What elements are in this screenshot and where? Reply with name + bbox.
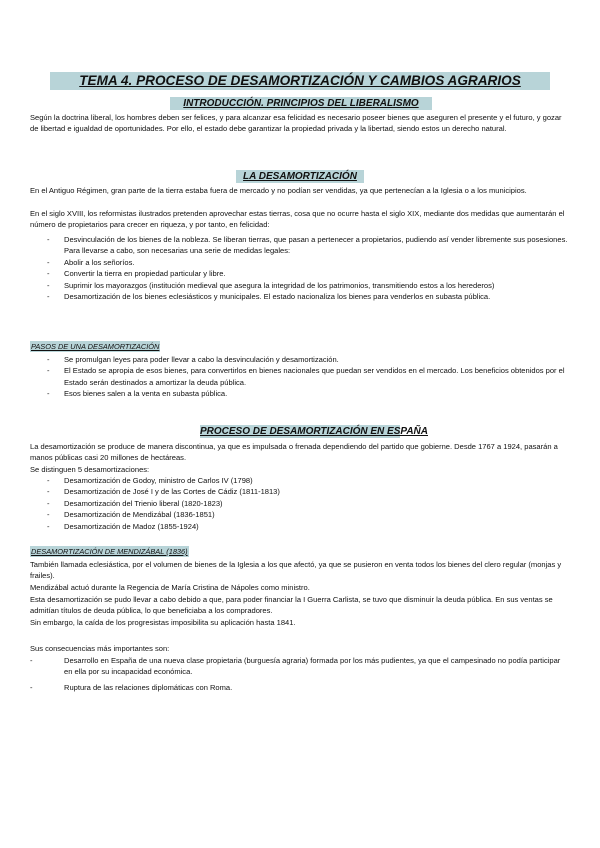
list-item: - Desamortización de Godoy, ministro de Carlos IV (1798) [30, 475, 575, 486]
heading-proceso-espana: PROCESO DE DESAMORTIZACIÓN EN ESPAÑA [200, 426, 428, 437]
mendizabal-paragraph-2: Mendizábal actuó durante la Regencia de María Cristina de Nápoles como ministro. [30, 583, 310, 592]
mendizabal-paragraph-4: Sin embargo, la caída de los progresistas imposibilita su aplicación hasta 1841. [30, 618, 296, 627]
mendizabal-paragraph-1: También llamada eclesiástica, por el volumen de bienes de la Iglesia a los que afectó, ya que se pusieron en venta todos los bienes del clero regular (monjas y frailes). [30, 560, 562, 581]
consequence-text-1: Desarrollo en España de una nueva clase propietaria (burguesía agraria) formada por los más pudientes, ya que el campesinado no podía participar en ella por su incapacidad económica. [64, 656, 561, 677]
heading-introduccion: INTRODUCCIÓN. PRINCIPIOS DEL LIBERALISMO [170, 97, 432, 110]
consequence-text-2: Ruptura de las relaciones diplomáticas con Roma. [64, 683, 233, 692]
desamortizacion-paragraph-1: En el Antiguo Régimen, gran parte de la tierra estaba fuera de mercado y no podían ser vendidas, ya que pertenecían a la Iglesia o a los municipios. [30, 186, 527, 195]
intro-paragraph: Según la doctrina liberal, los hombres deben ser felices, y para alcanzar esa felicidad es necesario poseer bienes que aseguren el presente y el futuro, y gozar de libertad e igualdad de oportunidades. Por ello, el estado debe garantizar la propiedad privada y la libertad, siendo estos un derecho natural. [30, 113, 562, 134]
heading-pasos: PASOS DE UNA DESAMORTIZACIÓN [31, 342, 160, 351]
page-title: TEMA 4. PROCESO DE DESAMORTIZACIÓN Y CAMBIOS AGRARIOS [50, 72, 550, 90]
list-item: - Se promulgan leyes para poder llevar a cabo la desvinculación y desamortización. [30, 354, 575, 365]
mendizabal-paragraph-3: Esta desamortización se pudo llevar a cabo debido a que, para poder financiar la I Guerra Carlista, se tuvo que disminuir la deuda pública. En sus ventas se admitían títulos de deuda pública, lo que beneficiaba a los compradores. [30, 595, 553, 616]
list-item: - Abolir a los señoríos. [30, 257, 575, 268]
desamortizacion-paragraph-2: En el siglo XVIII, los reformistas ilustrados pretenden aprovechar estas tierras, cosa que no ocurre hasta el siglo XIX, mediante dos medidas que aumentarán el número de propietarios para crecer en riqueza, y por tanto, en felicidad: [30, 209, 565, 230]
pasos-list [30, 354, 575, 400]
list-item: - Desamortización de José I y de las Cortes de Cádiz (1811-1813) [30, 486, 575, 497]
mendizabal-paragraph-5: Sus consecuencias más importantes son: [30, 644, 170, 653]
list-item: - Esos bienes salen a la venta en subasta pública. [30, 388, 575, 399]
list-item: - Desvinculación de los bienes de la nobleza. Se liberan tierras, que pasan a pertenecer a propietarios, pudiendo así vender libremente sus posesiones. Para llevarse a cabo, son necesarias una serie de medidas legales: [30, 234, 575, 257]
proceso-paragraph-1: La desamortización se produce de manera discontinua, ya que es impulsada o frenada dependiendo del partido que gobierne. Desde 1767 a 1924, pasarán a manos públicas casi 20 millones de hectáreas. [30, 442, 558, 463]
list-item: - Desamortización de Madoz (1855-1924) [30, 521, 575, 532]
dash-marker: - [30, 683, 33, 692]
dash-marker: - [30, 656, 33, 665]
heading-mendizabal: DESAMORTIZACIÓN DE MENDIZÁBAL (1836) [31, 547, 188, 556]
proceso-paragraph-2: Se distinguen 5 desamortizaciones: [30, 465, 150, 474]
list-item: - Convertir la tierra en propiedad particular y libre. [30, 268, 575, 279]
consequence-item-1 [30, 655, 575, 678]
list-item: - Suprimir los mayorazgos (institución medieval que asegura la integridad de los patrimonios, transmitiendo estos a los herederos) [30, 280, 575, 291]
desamortizacion-measures-list [30, 234, 575, 302]
list-item: - El Estado se apropia de esos bienes, para convertirlos en bienes nacionales que puedan ser vendidos en el mercado. Los beneficios obtenidos por el Estado serán destinados a amortizar la deuda pública. [30, 365, 575, 388]
heading-desamortizacion: LA DESAMORTIZACIÓN [236, 170, 364, 183]
list-item: - Desamortización del Trienio liberal (1820-1823) [30, 498, 575, 509]
list-item: - Desamortización de los bienes eclesiásticos y municipales. El estado nacionaliza los bienes para venderlos en subasta pública. [30, 291, 575, 302]
consequence-item-2 [30, 682, 575, 694]
list-item: - Desamortización de Mendizábal (1836-1851) [30, 509, 575, 520]
proceso-list [30, 475, 575, 532]
